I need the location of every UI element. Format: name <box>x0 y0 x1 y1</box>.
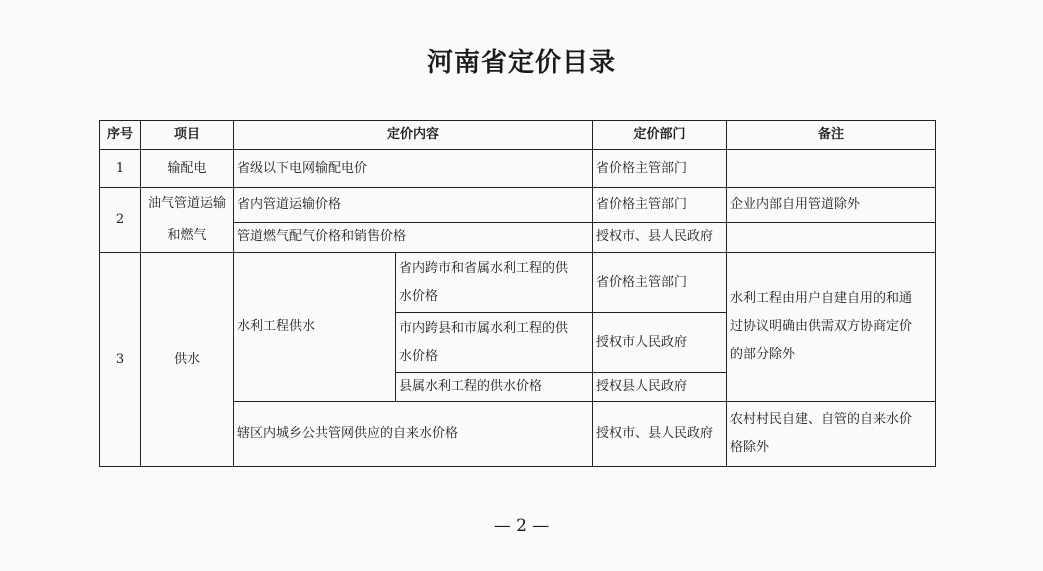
header-content: 定价内容 <box>234 121 593 150</box>
table-header-row <box>100 121 936 150</box>
cell-item: 输配电 <box>141 150 234 188</box>
cell-dept: 授权县人民政府 <box>593 373 727 402</box>
cell-content-line: 省内跨市和省属水利工程的供 <box>399 260 569 276</box>
cell-item <box>141 188 234 253</box>
cell-seq: 2 <box>100 188 141 253</box>
cell-dept: 授权市、县人民政府 <box>593 222 727 252</box>
cell-content-line: 水价格 <box>399 348 439 364</box>
cell-item: 供水 <box>141 253 234 467</box>
table-row <box>100 253 936 313</box>
header-item: 项目 <box>141 121 234 150</box>
cell-seq: 1 <box>100 150 141 188</box>
cell-remark-line: 格除外 <box>730 440 770 455</box>
cell-remark-line: 水利工程由用户自建自用的和通 <box>730 291 913 306</box>
cell-content: 省级以下电网输配电价 <box>234 150 593 188</box>
cell-water-project: 水利工程供水 <box>234 253 396 402</box>
cell-content: 管道燃气配气价格和销售价格 <box>234 222 593 252</box>
page-number: — 2 — <box>493 516 550 536</box>
cell-dept: 省价格主管部门 <box>593 188 727 223</box>
cell-remark-line: 农村村民自建、自管的自来水价 <box>730 412 913 427</box>
cell-remark <box>727 253 936 402</box>
cell-dept: 授权市、县人民政府 <box>593 402 727 467</box>
cell-dept: 省价格主管部门 <box>593 150 727 188</box>
cell-content-line: 水价格 <box>399 288 439 304</box>
cell-content-line: 市内跨县和市属水利工程的供 <box>399 320 569 336</box>
cell-content: 辖区内城乡公共管网供应的自来水价格 <box>234 402 593 467</box>
cell-dept: 省价格主管部门 <box>593 253 727 313</box>
header-dept: 定价部门 <box>593 121 727 150</box>
table-row <box>100 150 936 188</box>
cell-content: 省内管道运输价格 <box>234 188 593 223</box>
cell-remark <box>727 402 936 467</box>
table-row <box>100 188 936 223</box>
cell-remark: 企业内部自用管道除外 <box>727 188 936 223</box>
header-remark: 备注 <box>727 121 936 150</box>
header-seq: 序号 <box>100 121 141 150</box>
cell-content <box>396 313 593 373</box>
cell-content: 县属水利工程的供水价格 <box>396 373 593 402</box>
cell-dept: 授权市人民政府 <box>593 313 727 373</box>
cell-remark <box>727 222 936 252</box>
cell-remark-line: 过协议明确由供需双方协商定价 <box>730 319 913 334</box>
cell-item-line: 和燃气 <box>167 228 207 243</box>
cell-content <box>396 253 593 313</box>
cell-remark <box>727 150 936 188</box>
page-title: 河南省定价目录 <box>426 48 616 78</box>
cell-remark-line: 的部分除外 <box>730 347 796 362</box>
pricing-catalog-table <box>99 120 936 467</box>
cell-seq: 3 <box>100 253 141 467</box>
cell-item-line: 油气管道运输 <box>147 196 226 211</box>
